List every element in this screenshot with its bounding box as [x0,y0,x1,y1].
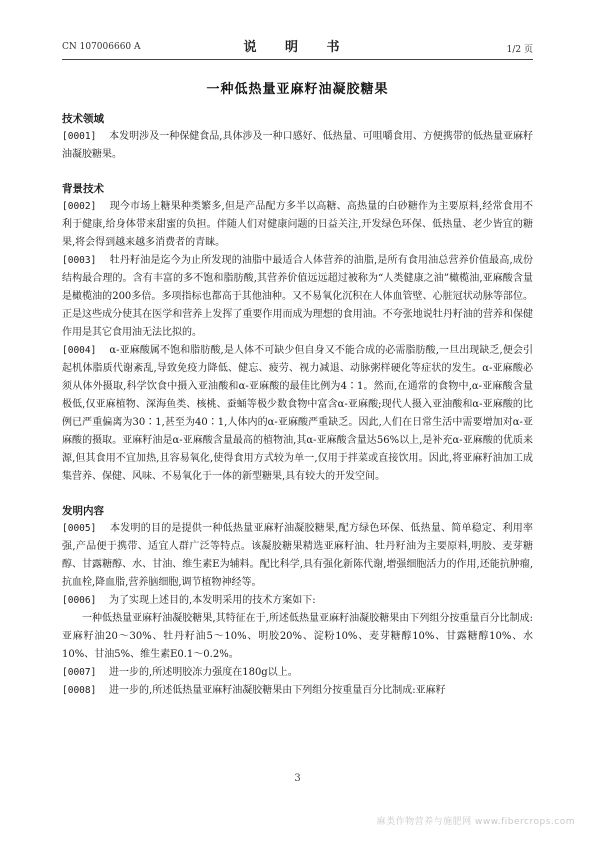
section-heading-background: 背景技术 [62,183,104,195]
document-title: 一种低热量亚麻籽油凝胶糖果 [206,82,389,97]
paragraph-0007 [62,664,533,682]
paragraph-text: 牡丹籽油是迄今为止所发现的油脂中最适合人体营养的油脂,是所有食用油总营养价值最高,成份结构最合理的。含有丰富的多不饱和脂肪酸,其营养价值远远超过被称为“人类健康之油”橄榄油,亚麻酸含量是橄榄油的200多倍。多项指标也都高于其他油种。又不易氧化沉积在人体血管壁、心脏冠状动脉等部位。正是这些成分使其在医学和营养上发挥了重要作用而成为理想的食用油。不夸张地说牡丹籽油的营养和保健作用是其它食用油无法比拟的。 [62,255,534,338]
paragraph-0008 [62,682,533,700]
document-type: 说 明 书 [243,40,352,55]
paragraph-text: 进一步的,所述明胶冻力强度在180g以上。 [109,667,298,678]
paragraph-text: 为了实现上述目的,本发明采用的技术方案如下: [109,595,316,606]
paragraph-text: 本发明的目的是提供一种低热量亚麻籽油凝胶糖果,配方绿色环保、低热量、简单稳定、利用率强,产品便于携带、适宜人群广泛等特点。该凝胶糖果精选亚麻籽油、牡丹籽油为主要原料,明胶、麦芽糖醇、甘露糖醇、水、甘油、维生素E为辅料。配比科学,具有强化新陈代谢,增强细胞活力的作用,还能抗肿瘤,抗血栓,降血脂,营养脑细胞,调节植物神经等。 [62,523,533,588]
page-number: 3 [294,773,301,784]
paragraph-0001 [62,128,533,164]
paragraph-0005 [62,520,533,592]
patent-number: CN 107006660 A [62,42,141,52]
paragraph-number: [0004] [62,345,97,356]
paragraph-number: [0003] [62,255,97,266]
paragraph-number: [0002] [62,201,97,212]
paragraph-0006 [62,592,533,610]
paragraph-number: [0007] [62,667,97,678]
section-heading-tech-field: 技术领域 [62,113,104,125]
page-header [62,36,533,56]
paragraph-0004 [62,342,533,486]
paragraph-number: [0001] [62,131,97,142]
header-rule [62,59,533,60]
paragraph-text: 现今市场上糖果种类繁多,但是产品配方多半以高糖、高热量的白砂糖作为主要原料,经常食用不利于健康,给身体带来甜蜜的负担。伴随人们对健康问题的日益关注,开发绿色环保、低热量、老少皆宜的糖果,将会得到越来越多消费者的青睐。 [62,201,534,248]
paragraph-text: 进一步的,所述低热量亚麻籽油凝胶糖果由下列组分按重量百分比制成:亚麻籽 [109,685,446,696]
paragraph-number: [0008] [62,685,97,696]
paragraph-number: [0006] [62,595,97,606]
paragraph-0002 [62,198,533,252]
paragraph-0006-continued: 一种低热量亚麻籽油凝胶糖果,其特征在于,所述低热量亚麻籽油凝胶糖果由下列组分按重量百分比制成:亚麻籽油20～30%、牡丹籽油5～10%、明胶20%、淀粉10%、麦芽糖醇10%、甘露糖醇10%、水10%、甘油5%、维生素E0.1～0.2%。 [62,613,533,660]
page-indicator: 1/2 页 [506,45,533,55]
paragraph-number: [0005] [62,523,97,534]
document-body [62,110,533,700]
paragraph-text: α-亚麻酸属不饱和脂肪酸,是人体不可缺少但自身又不能合成的必需脂肪酸,一旦出现缺乏,便会引起机体脂质代谢紊乱,导致免疫力降低、健忘、疲劳、视力减退、动脉粥样硬化等症状的发生。α-亚麻酸必须从体外摄取,科学饮食中摄入亚油酸和α-亚麻酸的最佳比例为4∶1。然而,在通常的食物中,α-亚麻酸含量极低,仅亚麻植物、深海鱼类、核桃、蚕蛹等极少数食物中富含α-亚麻酸;现代人摄入亚油酸和α-亚麻酸的比例已严重偏离为30∶1,甚至为40∶1,人体内的α-亚麻酸严重缺乏。因此,人们在日常生活中需要增加对α-亚麻酸的摄取。亚麻籽油是α-亚麻酸含量最高的植物油,其α-亚麻酸含量达56%以上,是补充α-亚麻酸的优质来源,但其食用不宜加热,且容易氧化,使得食用方式较为单一,仅用于拌菜或直接饮用。因此,将亚麻籽油加工成集营养、保健、风味、不易氧化于一体的新型糖果,具有较大的开发空间。 [62,345,534,482]
paragraph-0003 [62,252,533,342]
site-watermark: 麻类作物营养与施肥网 www.fibercrops.com [376,817,575,827]
section-heading-invention: 发明内容 [62,505,104,517]
paragraph-text: 本发明涉及一种保健食品,具体涉及一种口感好、低热量、可咀嚼食用、方便携带的低热量亚麻籽油凝胶糖果。 [62,131,534,160]
